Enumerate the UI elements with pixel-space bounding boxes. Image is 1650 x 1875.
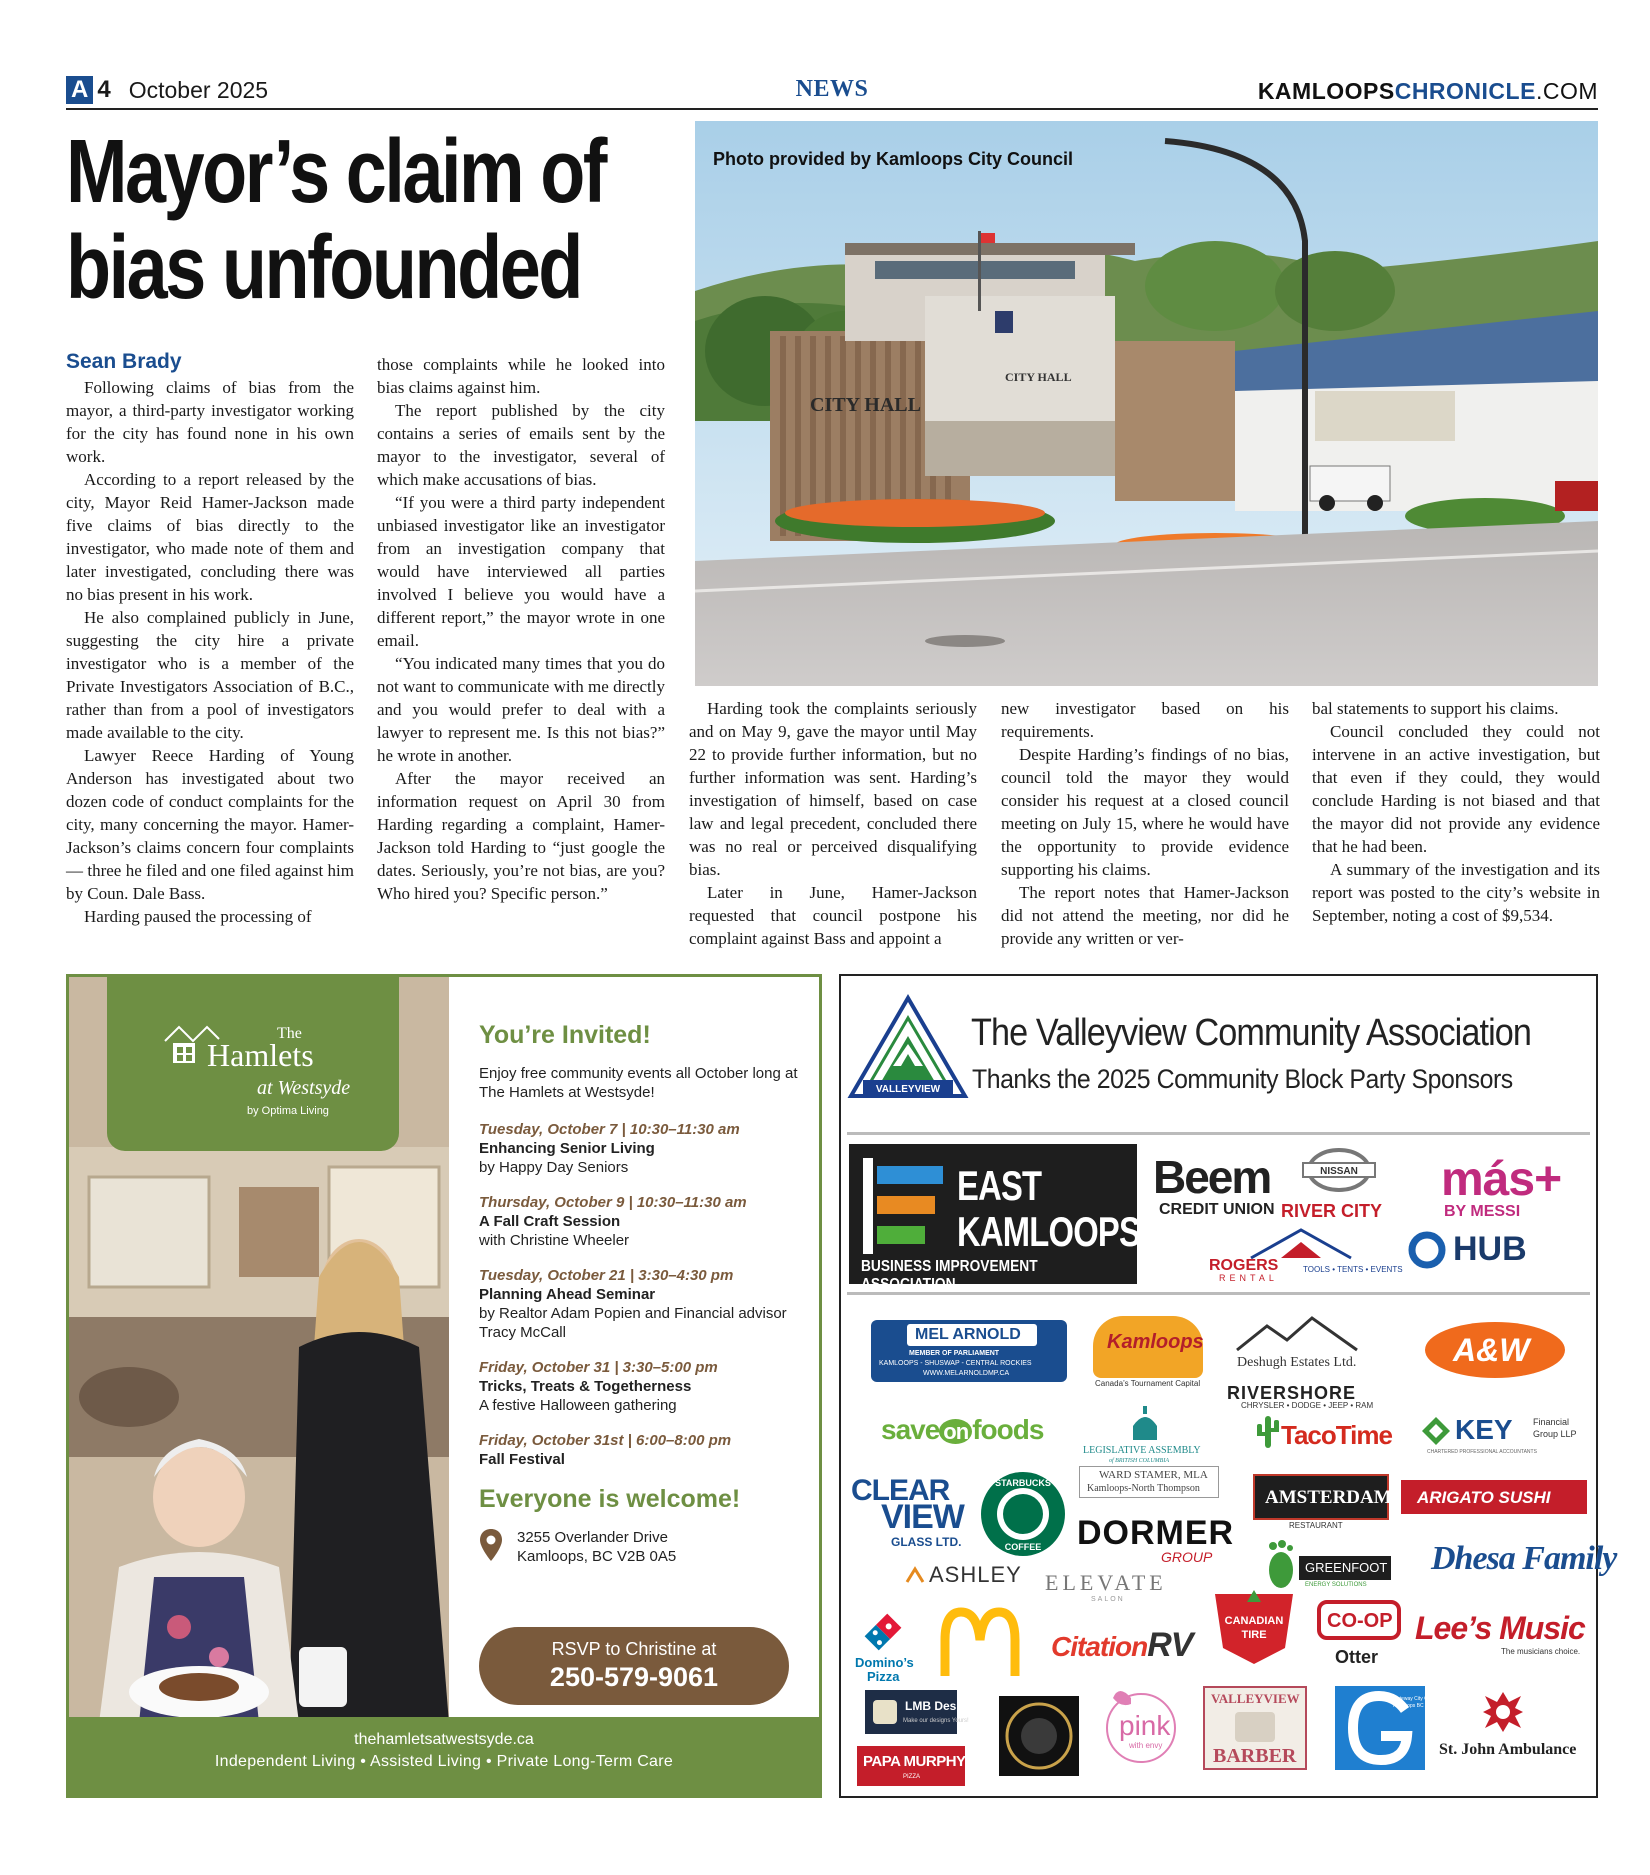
coop-name: CO-OP bbox=[1327, 1610, 1393, 1632]
pink-sub: with envy bbox=[1129, 1741, 1163, 1750]
paragraph: The report notes that Hamer-Jackson did not attend the meeting, nor did he provide any written or ver- bbox=[1001, 883, 1289, 948]
east-kamloops-line1: EAST bbox=[957, 1162, 1042, 1209]
headline bbox=[66, 124, 689, 316]
mel-arnold-name: MEL ARNOLD bbox=[915, 1326, 1021, 1343]
event-desc: A festive Halloween gathering bbox=[479, 1397, 677, 1414]
sponsor-dormer: DORMER bbox=[1077, 1514, 1235, 1552]
kamloops-name: Kamloops bbox=[1107, 1331, 1204, 1353]
event-title: Tricks, Treats & Togetherness bbox=[479, 1378, 692, 1395]
sponsor-rogers: ROGERS bbox=[1209, 1257, 1279, 1274]
event-item bbox=[479, 1358, 809, 1415]
event-title: Planning Ahead Seminar bbox=[479, 1286, 656, 1303]
page-number: 4 bbox=[97, 76, 111, 103]
arigato-text: ARIGATO SUSHI bbox=[1417, 1488, 1551, 1507]
paragraph: bal statements to support his claims. bbox=[1312, 699, 1559, 718]
kamloops-sub: Canada’s Tournament Capital bbox=[1095, 1379, 1201, 1388]
save-on-foods-b: on bbox=[939, 1419, 972, 1444]
sponsor-beem: Beem bbox=[1153, 1151, 1271, 1203]
gateway-a: Gateway City Church bbox=[1393, 1696, 1441, 1702]
aw-text: A&W bbox=[1453, 1332, 1530, 1368]
paragraph: Despite Harding’s findings of no bias, council told the mayor they would consider his request at a closed council meeting on July 15, where he would have the opportunity to provide evidence supporting his claims. bbox=[1001, 745, 1289, 879]
logo-name: Hamlets bbox=[207, 1037, 314, 1073]
event-item bbox=[479, 1431, 809, 1469]
sponsor-arigato bbox=[1401, 1480, 1587, 1514]
mcdonalds-arches-icon bbox=[941, 1610, 1019, 1676]
event-desc: with Christine Wheeler bbox=[479, 1232, 630, 1249]
legislature-dome-icon bbox=[1127, 1406, 1163, 1442]
location-pin-icon bbox=[479, 1528, 503, 1562]
event-desc: by Happy Day Seniors bbox=[479, 1159, 629, 1176]
sponsor-nissan-river-city: RIVER CITY bbox=[1281, 1201, 1383, 1221]
greenfoot-foot-icon bbox=[1265, 1540, 1297, 1590]
site-part-com: .COM bbox=[1535, 78, 1598, 104]
starbucks-a: STARBUCKS bbox=[995, 1478, 1051, 1488]
east-kamloops-line2: KAMLOOPS bbox=[957, 1208, 1141, 1255]
city-hall-sign-left: CITY HALL bbox=[810, 394, 921, 416]
paragraph: “You indicated many times that you do not want to communicate with me directly and you would prefer to deal with a lawyer to represent me. Is this not bias?” he wrote in another. bbox=[377, 654, 665, 765]
sponsor-rivershore: RIVERSHORE bbox=[1227, 1383, 1357, 1403]
canadian-tire-logo bbox=[1211, 1588, 1297, 1666]
hamlets-services: Independent Living • Assisted Living • Private Long-Term Care bbox=[214, 1753, 674, 1770]
hub-ring-icon bbox=[1407, 1230, 1447, 1270]
key-sub2: Group LLP bbox=[1533, 1429, 1577, 1439]
paragraph: The report published by the city contains a series of emails sent by the mayor to the investigator, several of which make accusations of bias. bbox=[377, 401, 665, 489]
cactus-icon bbox=[1257, 1416, 1279, 1448]
papa-name: PAPA MURPHY’S bbox=[863, 1753, 979, 1770]
amsterdam-name: AMSTERDAM bbox=[1265, 1487, 1392, 1508]
valleyview-logo-text: VALLEYVIEW bbox=[875, 1084, 941, 1095]
mel-arnold-line2: KAMLOOPS - SHUSWAP - CENTRAL ROCKIES bbox=[879, 1360, 1032, 1367]
paragraph: After the mayor received an information request on April 30 from Harding regarding a complaint, Hamer-Jackson told Harding to “just google the dates. Seriously, you’re not bias, are you? Who hired you? Specific person.” bbox=[377, 769, 665, 903]
sponsor-dhesa-family: Dhesa Family bbox=[1431, 1540, 1617, 1577]
hamlets-footer bbox=[69, 1717, 819, 1795]
article-column-2 bbox=[377, 353, 665, 905]
event-date: Tuesday, October 7 | 10:30–11:30 am bbox=[479, 1121, 740, 1138]
legislative-line4: Kamloops-North Thompson bbox=[1087, 1483, 1200, 1494]
article-column-4 bbox=[1001, 697, 1289, 950]
valleyview-title: The Valleyview Community Association bbox=[971, 1012, 1532, 1054]
photo-credit: Photo provided by Kamloops City Council bbox=[713, 149, 1074, 169]
mel-arnold-line1: MEMBER OF PARLIAMENT bbox=[909, 1350, 1000, 1357]
sponsor-mas-sub: BY MESSI bbox=[1444, 1203, 1521, 1220]
coop-sub: Otter bbox=[1335, 1647, 1379, 1667]
sponsor-pink: pink bbox=[1119, 1710, 1171, 1741]
paragraph: those complaints while he looked into bias claims against him. bbox=[377, 355, 665, 397]
sponsor-papa-murphys bbox=[857, 1746, 979, 1786]
nissan-badge-text: NISSAN bbox=[1320, 1166, 1358, 1177]
event-item bbox=[479, 1120, 809, 1177]
greenfoot-name: GREENFOOT bbox=[1305, 1560, 1388, 1575]
gateway-church-logo bbox=[1335, 1686, 1443, 1770]
site-url[interactable] bbox=[1258, 78, 1598, 105]
hamlets-content bbox=[479, 1021, 809, 1566]
sponsor-mel-arnold bbox=[871, 1320, 1067, 1382]
sponsor-st-john-ambulance: St. John Ambulance bbox=[1439, 1741, 1577, 1758]
sponsor-amsterdam bbox=[1253, 1474, 1392, 1520]
sponsor-aw bbox=[1425, 1322, 1565, 1378]
address-line-1: 3255 Overlander Drive bbox=[517, 1529, 668, 1546]
sponsor-key: KEY bbox=[1455, 1414, 1513, 1445]
event-date: Tuesday, October 21 | 3:30–4:30 pm bbox=[479, 1267, 734, 1284]
sponsor-valleyview-barber bbox=[1203, 1686, 1307, 1770]
page-header bbox=[66, 74, 1598, 110]
sponsor-clearview-b: VIEW bbox=[881, 1498, 964, 1536]
sponsor-kamloops bbox=[1093, 1316, 1203, 1378]
headline-line-1: Mayor’s claim of bbox=[66, 122, 605, 222]
sponsor-hub: HUB bbox=[1453, 1230, 1527, 1268]
hamlets-ad[interactable] bbox=[66, 974, 822, 1798]
save-on-foods-a: save bbox=[881, 1414, 940, 1445]
byline: Sean Brady bbox=[66, 350, 182, 373]
lmb-sub: Make our designs Yours! bbox=[903, 1718, 969, 1724]
nissan-logo bbox=[1301, 1148, 1377, 1192]
sponsor-east-kamloops bbox=[849, 1144, 1141, 1293]
paragraph: He also complained publicly in June, suggesting the city hire a private investigator who is a member of the Private Investigators Association of B.C., rather than from a pool of investigators made available to the city. bbox=[66, 608, 354, 742]
paragraph: According to a report released by the city, Mayor Reid Hamer-Jackson made five claims of bias directly to the investigator, who made note of them and later investigated, concluding there was no bias present in his work. bbox=[66, 470, 354, 604]
event-desc: by Realtor Adam Popien and Financial advisor Tracy McCall bbox=[479, 1305, 787, 1341]
city-hall-sign-right: CITY HALL bbox=[1005, 370, 1072, 384]
event-item bbox=[479, 1266, 809, 1342]
key-tag: CHARTERED PROFESSIONAL ACCOUNTANTS bbox=[1427, 1449, 1537, 1455]
event-title: A Fall Craft Session bbox=[479, 1213, 621, 1230]
event-item bbox=[479, 1193, 809, 1250]
east-kamloops-bars-icon bbox=[863, 1158, 947, 1254]
dormer-sub: GROUP bbox=[1161, 1549, 1213, 1565]
rsvp-phone: 250-579-9061 bbox=[549, 1662, 719, 1692]
east-kamloops-line3: BUSINESS IMPROVEMENT ASSOCIATION bbox=[861, 1258, 1038, 1293]
barber-a: VALLEYVIEW bbox=[1211, 1691, 1300, 1706]
paragraph: Harding paused the processing of bbox=[84, 907, 312, 926]
sponsor-mas: más+ bbox=[1441, 1153, 1562, 1206]
paragraph: “If you were a third party independent unbiased investigator like an investigator from an investigation company that would have interviewed all parties involved I believe you would have a different report,” the mayor wrote in one email. bbox=[377, 493, 665, 650]
sponsor-greenfoot bbox=[1299, 1556, 1391, 1580]
rsvp-button[interactable] bbox=[479, 1627, 789, 1705]
paragraph: A summary of the investigation and its report was posted to the city’s website in September, noting a cost of $9,534. bbox=[1312, 860, 1600, 925]
section-label: NEWS bbox=[795, 76, 869, 102]
paragraph: new investigator based on his requirements. bbox=[1001, 699, 1289, 741]
mel-arnold-line3: WWW.MELARNOLDMP.CA bbox=[923, 1370, 1010, 1377]
deshugh-mountain-icon bbox=[1237, 1316, 1357, 1352]
sponsor-citation bbox=[1051, 1628, 1192, 1662]
legislative-line3: WARD STAMER, MLA bbox=[1099, 1469, 1208, 1481]
paragraph: Council concluded they could not intervene in an active investigation, but that even if they could, they would conclude Harding is not biased and that the mayor did not provide any evidence that he had been. bbox=[1312, 722, 1600, 856]
logo-the: The bbox=[277, 1025, 302, 1042]
address bbox=[479, 1528, 809, 1566]
sponsor-rogers-tag: TOOLS • TENTS • EVENTS bbox=[1303, 1265, 1403, 1274]
headline-line-2: bias unfounded bbox=[66, 218, 581, 318]
sponsor-beem-sub: CREDIT UNION bbox=[1159, 1201, 1275, 1218]
sponsor-deshugh: Deshugh Estates Ltd. bbox=[1237, 1355, 1357, 1370]
key-sub1: Financial bbox=[1533, 1417, 1570, 1427]
lmb-name: LMB Designs bbox=[905, 1699, 982, 1713]
divider bbox=[847, 1132, 1590, 1135]
sponsor-dominos-a: Domino’s bbox=[855, 1655, 914, 1670]
logo-at: at Westsyde bbox=[257, 1077, 351, 1099]
paragraph: Harding took the complaints seriously and on May 9, gave the mayor until May 22 to provide further information, but no further information was sent. Harding’s investigation of himself, based on case law and legal precedent, concluded there was no real or perceived disqualifying bias. bbox=[689, 699, 977, 879]
canadian-tire-b: TIRE bbox=[1241, 1629, 1267, 1641]
valleyview-ad bbox=[839, 974, 1617, 1798]
starbucks-b: COFFEE bbox=[1004, 1542, 1042, 1552]
gateway-b: Kamloops BC Canada bbox=[1393, 1703, 1443, 1709]
canadian-tire-a: CANADIAN bbox=[1224, 1615, 1284, 1627]
starbucks-logo bbox=[979, 1470, 1067, 1558]
sponsor-lmb-designs bbox=[865, 1690, 982, 1734]
article-column-1 bbox=[66, 376, 354, 928]
event-title: Enhancing Senior Living bbox=[479, 1140, 655, 1157]
paragraph: Following claims of bias from the mayor, a third-party investigator working for the city has found none in his own work. bbox=[66, 378, 354, 466]
citation-b: RV bbox=[1147, 1626, 1193, 1664]
papa-sub: PIZZA bbox=[903, 1774, 921, 1780]
site-part-kamloops: KAMLOOPS bbox=[1257, 78, 1395, 104]
sponsor-tacotime: TacoTime bbox=[1281, 1420, 1392, 1450]
sponsor-ashley: ASHLEY bbox=[929, 1562, 1022, 1587]
sponsor-clearview-c: GLASS LTD. bbox=[891, 1535, 962, 1549]
sponsor-dominos-b: Pizza bbox=[867, 1669, 900, 1684]
paragraph: Lawyer Reece Harding of Young Anderson has investigated about two dozen code of conduct complaints for the city, many concerning the mayor. Hamer-Jackson’s claims concern four complaints — three he filed and one filed against him by Coun. Dale Bass. bbox=[66, 746, 354, 903]
welcome-heading: Everyone is welcome! bbox=[479, 1485, 741, 1513]
address-line-2: Kamloops, BC V2B 0A5 bbox=[517, 1548, 677, 1565]
save-on-foods-c: foods bbox=[972, 1414, 1044, 1445]
city-hall-illustration bbox=[695, 121, 1598, 686]
dominos-tile-icon bbox=[863, 1612, 903, 1652]
legislative-line2: of BRITISH COLUMBIA bbox=[1109, 1458, 1169, 1464]
article-column-5 bbox=[1312, 697, 1600, 927]
event-title: Fall Festival bbox=[479, 1451, 565, 1468]
sponsor-elevate: ELEVATE bbox=[1045, 1570, 1167, 1595]
sponsor-lees-music: Lee’s Music bbox=[1415, 1610, 1585, 1646]
sponsor-clearview-a: CLEAR bbox=[851, 1474, 950, 1507]
event-date: Thursday, October 9 | 10:30–11:30 am bbox=[479, 1194, 747, 1211]
hamlets-logo bbox=[107, 977, 399, 1151]
legislative-line1: LEGISLATIVE ASSEMBLY bbox=[1083, 1445, 1201, 1456]
ashley-house-icon bbox=[905, 1566, 925, 1584]
sponsor-rogers-sub: RENTAL bbox=[1219, 1273, 1278, 1283]
citation-a: Citation bbox=[1051, 1631, 1148, 1662]
city-hall-photo bbox=[695, 121, 1598, 686]
logo-by: by Optima Living bbox=[247, 1105, 329, 1117]
barber-b: BARBER bbox=[1213, 1745, 1297, 1767]
elevate-sub: SALON bbox=[1091, 1596, 1125, 1603]
kitchen-badge-logo bbox=[999, 1696, 1079, 1776]
event-date: Friday, October 31 | 3:30–5:00 pm bbox=[479, 1359, 718, 1376]
paragraph: Later in June, Hamer-Jackson requested that council postpone his complaint against Bass and appoint a bbox=[689, 883, 977, 948]
st-john-cross-icon bbox=[1481, 1690, 1525, 1734]
valleyview-subtitle: Thanks the 2025 Community Block Party Sponsors bbox=[972, 1064, 1513, 1094]
sponsor-save-on-foods bbox=[881, 1416, 1043, 1444]
event-date: Friday, October 31st | 6:00–8:00 pm bbox=[479, 1432, 732, 1449]
valleyview-logo bbox=[849, 996, 967, 1098]
article-column-3 bbox=[689, 697, 977, 950]
invite-heading: You’re Invited! bbox=[479, 1021, 651, 1049]
invite-intro: Enjoy free community events all October long at The Hamlets at Westsyde! bbox=[479, 1065, 798, 1101]
key-diamond-icon bbox=[1421, 1416, 1451, 1446]
greenfoot-sub: ENERGY SOLUTIONS bbox=[1305, 1582, 1367, 1588]
page-letter: A bbox=[66, 76, 93, 104]
site-part-chronicle: CHRONICLE bbox=[1394, 78, 1536, 104]
rivershore-sub: CHRYSLER • DODGE • JEEP • RAM bbox=[1241, 1401, 1374, 1410]
lees-sub: The musicians choice. bbox=[1501, 1647, 1581, 1656]
issue-date: October 2025 bbox=[128, 76, 269, 103]
rsvp-label: RSVP to Christine at bbox=[551, 1639, 717, 1659]
sponsor-coop bbox=[1317, 1600, 1401, 1640]
hamlets-url[interactable]: thehamletsatwestsyde.ca bbox=[354, 1731, 534, 1748]
amsterdam-sub: RESTAURANT bbox=[1289, 1521, 1343, 1530]
